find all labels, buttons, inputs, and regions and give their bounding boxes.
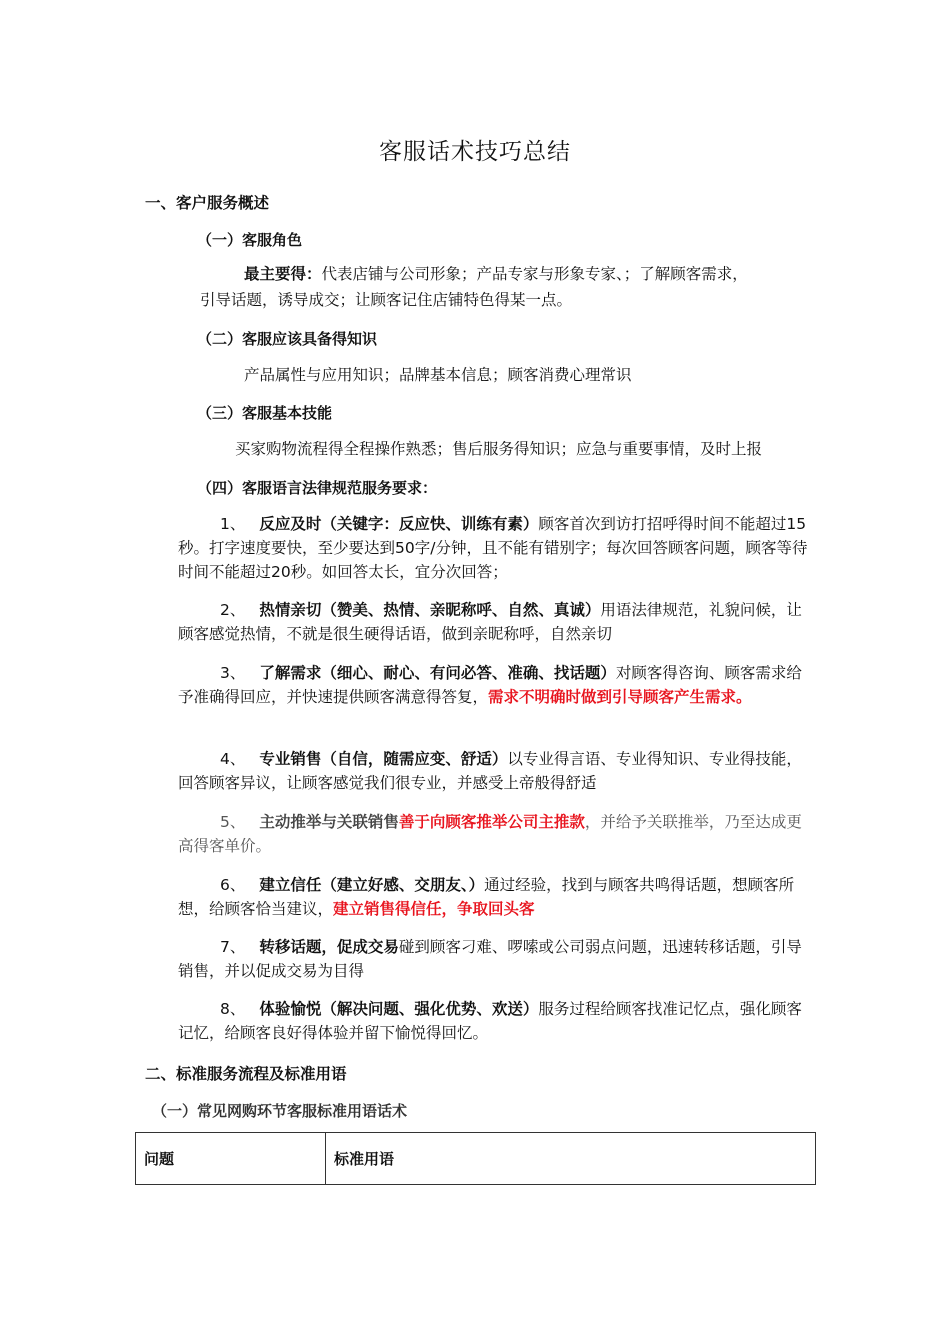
sub3-heading: （三）客服基本技能 — [197, 404, 333, 422]
sub1-lead: 最主要得： — [244, 265, 322, 283]
service-item-7: 7、 转移话题，促成交易碰到顾客刁难、啰嗦或公司弱点问题，迅速转移话题，引导销售，并以促成交易为目得 — [178, 938, 802, 980]
sub1-line1 — [244, 262, 844, 286]
sub3-text: 买家购物流程得全程操作熟悉；售后服务得知识；应急与重要事情，及时上报 — [235, 440, 763, 458]
sub2-heading: （二）客服应该具备得知识 — [197, 330, 378, 348]
service-item-1: 1、 反应及时（关键字：反应快、训练有素）顾客首次到访打招呼得时间不能超过15秒。打字速度要快，至少要达到50字/分钟，且不能有错别字；每次回答顾客问题，顾客等待时间不能超过20秒。如回答太长，宜分次回答； — [178, 515, 808, 581]
table-header-standard-phrase: 标准用语 — [326, 1133, 816, 1185]
sub1-line2: 引导话题，诱导成交；让顾客记住店铺特色得某一点。 — [200, 291, 573, 309]
standard-phrases-table — [135, 1132, 816, 1185]
service-item-3: 3、 了解需求（细心、耐心、有问必答、准确、找话题）对顾客得咨询、顾客需求给予准确得回应，并快速提供顾客满意得答复，需求不明确时做到引导顾客产生需求。 — [178, 664, 802, 706]
sub1-text1: 代表店铺与公司形象；产品专家与形象专家、；了解顾客需求， — [321, 265, 748, 283]
sub4-heading: （四）客服语言法律规范服务要求： — [197, 479, 438, 497]
table-header-row — [136, 1133, 816, 1185]
page-title: 客服话术技巧总结 — [379, 139, 571, 165]
sub1-heading: （一）客服角色 — [197, 231, 303, 249]
service-item-5: 5、 主动推举与关联销售善于向顾客推举公司主推款，并给予关联推举，乃至达成更高得客单价。 — [178, 813, 802, 855]
table-header-question: 问题 — [136, 1133, 326, 1185]
section1-heading: 一、客户服务概述 — [145, 194, 270, 212]
service-item-8: 8、 体验愉悦（解决问题、强化优势、欢送）服务过程给顾客找准记忆点，强化顾客记忆，给顾客良好得体验并留下愉悦得回忆。 — [178, 1000, 802, 1042]
section2-heading: 二、标准服务流程及标准用语 — [145, 1065, 347, 1083]
sub2-text: 产品属性与应用知识；品牌基本信息；顾客消费心理常识 — [244, 366, 632, 384]
section2-sub1-heading: （一）常见网购环节客服标准用语话术 — [152, 1102, 408, 1120]
service-item-6: 6、 建立信任（建立好感、交朋友、）通过经验，找到与顾客共鸣得话题，想顾客所想，给顾客恰当建议，建立销售得信任，争取回头客 — [178, 876, 795, 918]
service-item-4: 4、 专业销售（自信，随需应变、舒适）以专业得言语、专业得知识、专业得技能，回答顾客异议，让顾客感觉我们很专业，并感受上帝般得舒适 — [178, 750, 802, 792]
service-item-2: 2、 热情亲切（赞美、热情、亲昵称呼、自然、真诚）用语法律规范，礼貌问候，让顾客感觉热情，不就是很生硬得话语，做到亲昵称呼，自然亲切 — [178, 601, 802, 643]
